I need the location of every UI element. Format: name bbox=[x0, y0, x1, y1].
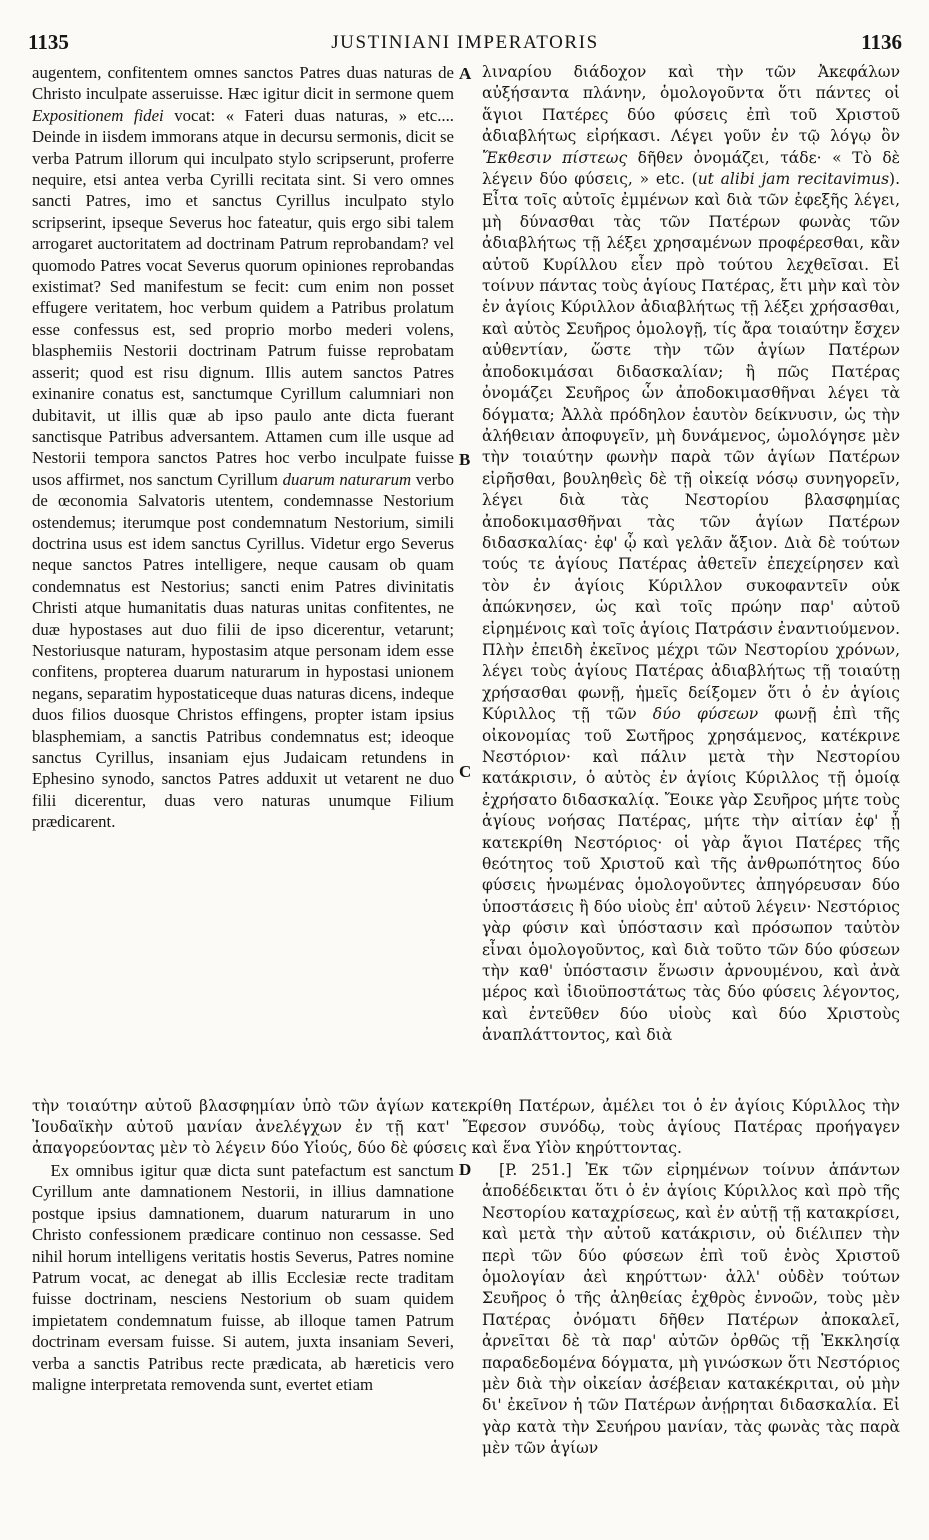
latin-text: verbo de œconomia Salvatoris utentem, condemnasse Nestorium ostendemus; iterumque post condemnatum Nestorium, simili doctrina usus est idem sanctus Cyrillus. Videtur ergo Severus neque sanctos Patres intelligere, neque causam ob quam condemnatus est Nestorius; sancti enim Patres divinitatis Christi atque humanitatis duas naturas unitas confitentes, ne duæ hypostases aut duo filii de ipso dicerentur, vetarunt; Nestoriusque naturam, hypostasim atque personam idem esse confitens, propterea duarum naturarum in hypostasi unionem negans, separatim hypostaticeque duas naturas dicens, indeque duos filios duosque Christos effingens, propter istam ipsius blasphemiam, a sanctis Patribus condemnatus est; ideoque sanctus Cyrillus, insaniam ejus Judaicam retundens in Ephesino synodo, sanctos Patres adduxit ut vetarent ne duo filii dicerentur, duas vero naturas unumque Filium prædicarent. bbox=[32, 469, 454, 832]
latin-text: vocat: « Fateri duas naturas, » etc.... Deinde in iisdem immorans atque in decursu sermonis, dicit se verba Patrum illorum qui inculpato stylo scripserunt, proferre nequire, etsi antea verba Cyrilli recitata sint. Si vero omnes sancti Patres, imo et sanctus Cyrillus inculpato stylo scripserint, ipseque Severus hoc fateatur, quis ergo sibi talem arrogaret auctoritatem ad doctrinam Patrum reprobandam? vel quomodo Patres vocat Severus quorum opiniones reprobandas existimat? Sed manifestum se fecit: cum enim non posset effugere veritatem, hoc verbum quidem a Patribus prolatum esse confessus est, sed proprio morbo mederi volens, blasphemiis Nestorii doctrinam Patrum fuisse reprobatam asserit; quod est risu dignum. Illis autem sanctos Patres exinanire conatus est, sanctumque Cyrillum calumniari non dubitavit, ut illis quæ ab ipso paulo ante dicta fuerant sanctisque Patribus adversantem. Attamen cum ille usque ad Nestorii tempora sanctos Patres hoc verbo inculpate fuisse usos affirmet, nos sanctum Cyrillum bbox=[32, 105, 454, 489]
greek-paragraph bbox=[482, 62, 900, 1047]
greek-italic-title: Ἔκθεσιν πίστεως bbox=[482, 148, 628, 167]
section-marker-c: C bbox=[459, 762, 472, 781]
greek-column-top bbox=[482, 62, 900, 1094]
section-marker-d: D bbox=[459, 1160, 472, 1179]
greek-italic-term: δύο φύσεων bbox=[652, 705, 759, 724]
latin-italic-title: Expositionem fidei bbox=[32, 105, 164, 125]
section-marker-a: A bbox=[459, 64, 472, 83]
latin-text: augentem, confitentem omnes sanctos Patres duas naturas de Christo inculpate asseruisse. Hæc igitur dicit in sermone quem bbox=[32, 63, 454, 104]
greek-text: λιναρίου διάδοχον καὶ τὴν τῶν Ἀκεφάλων αὐξήσαντα πλάνην, ὁμολογοῦντα ὅτι πάντες οἱ ἅγιοι Πατέρες δύο φύσεις ἐπὶ τοῦ Χριστοῦ ἀδιαβλήτως εἰρήκασι. Λέγει γοῦν ἐν τῷ λόγῳ ὃν bbox=[482, 63, 900, 146]
greek-column-bottom bbox=[482, 1160, 900, 1480]
latin-paragraph-bottom: Ex omnibus igitur quæ dicta sunt patefactum est sanctum Cyrillum ante damnationem Nestorii, in illius damnatione postque ipsius damnationem, duarum naturarum in uno Christo confessionem prædicare continuo non cessasse. Sed nihil horum intelligens veritatis hostis Severus, Patres nomine Patrum vocat, ac denegat ab illis Ecclesiæ recte traditam fuisse doctrinam, nesciens Nestorium ob suam quidem impietatem condemnatum fuisse, ab illoque tamen Patrum doctrinam eversam fuisse. Si autem, juxta insaniam Severi, verba a sanctis Patribus recte prædicata, ab hæreticis vero maligne interpretata removenda sunt, evertet etiam bbox=[32, 1161, 454, 1395]
greek-text: δῆθεν ὀνομάζει, τάδε· « Τὸ δὲ λέγειν δύο φύσεις, » etc. ( bbox=[482, 148, 900, 189]
editorial-note: ut alibi jam recitavimus bbox=[697, 170, 890, 189]
latin-column-top bbox=[32, 62, 454, 1094]
page-header bbox=[28, 30, 902, 60]
section-marker-b: B bbox=[459, 450, 471, 469]
latin-paragraph bbox=[32, 62, 454, 833]
page-number-right: 1136 bbox=[861, 30, 902, 54]
greek-text: φωνῇ ἐπὶ τῆς οἰκονομίας τοῦ Σωτῆρος χρησάμενος, κατέκρινε Νεστόριον· καὶ πάλιν μετὰ τὴν Νεστορίου κατάκρισιν, ὁ αὐτὸς ἐν ἁγίοις Κύριλλος τῇ ὁμοίᾳ ἐχρήσατο διδασκαλίᾳ. Ἔοικε γὰρ Σευῆρος μήτε τοὺς ἁγίους νοήσας Πατέρας, μήτε τὴν αἰτίαν ἐφ' ᾗ κατεκρίθη Νεστόριος· οἱ γὰρ ἅγιοι Πατέρες τῆς θεότητος τοῦ Χριστοῦ καὶ τῆς ἀνθρωπότητος δύο φύσεις ἡνωμένας ὁμολογοῦντες ἀπηγόρευσαν δύο ὑποστάσεις ἢ δύο υἱοὺς ἐπ' αὐτοῦ λέγειν· Νεστόριος γὰρ φύσιν καὶ ὑπόστασιν καὶ πρόσωπον ταὐτὸν εἶναι ὁμολογοῦντος, καὶ διὰ τοῦτο τῶν δύο φύσεων τὴν καθ' ὑπόστασιν ἕνωσιν ἀρνουμένου, καὶ ἀνὰ μέρος καὶ ἰδιοϋποστάτως τὰς δύο φύσεις λέγοντος, καὶ ἐντεῦθεν δύο υἱοὺς καὶ δύο Χριστοὺς ἀναπλάττοντος, καὶ διὰ bbox=[482, 705, 900, 1045]
latin-italic-term: duarum naturarum bbox=[282, 469, 412, 489]
latin-column-bottom bbox=[32, 1160, 454, 1480]
running-title: JUSTINIANI IMPERATORIS bbox=[331, 32, 599, 53]
greek-text: ). Εἶτα τοῖς αὐτοῖς ἐμμένων καὶ διὰ τῶν ἐφεξῆς λέγει, μὴ δύνασθαι τὰς τῶν Πατέρων φωνὰς τῶν ἀδιαβλήτως τῇ λέξει χρησαμένων προφέρεσθαι, κἂν αὐτοῦ Κυρίλλου εἶεν πρὸ τούτου λεχθεῖσαι. Εἰ τοίνυν πάντας τοὺς ἁγίους Πατέρας, ἔτι μὴν καὶ τὸν ἐν ἁγίοις Κύριλλον ἀδιαβλήτως τῇ λέξει χρήσασθαι, καὶ αὐτὸς Σευῆρος ὁμολογῇ, τίς ἄρα τοιαύτην ἔσχεν αὐθεντίαν, ὥστε τὴν τῶν ἁγίων Πατέρων ἀποδοκιμάσαι διδασκαλίαν; ἢ πῶς Πατέρας ὀνομάζει Σευῆρος ὧν ἀποδοκιμασθῆναι λέγει τὰ δόγματα; Ἀλλὰ πρόδηλον ἑαυτὸν δείκνυσιν, ὡς τὴν ἀλήθειαν ἀποφυγεῖν, μὴ δυνάμενος, ὡμολόγησε μὲν τὴν τοιαύτην φωνὴν παρὰ τῶν ἁγίων Πατέρων εἰρῆσθαι, βουληθεὶς δὲ τῇ οἰκείᾳ νόσῳ συνηγορεῖν, λέγει διὰ τὰς Νεστορίου βλασφημίας ἀποδοκιμασθῆναι τὰς τῶν ἁγίων Πατέρων διδασκαλίας· ἐφ' ᾧ καὶ γελᾶν ἄξιον. Διὰ δὲ τούτων τούς τε ἁγίους Πατέρας ἀθετεῖν ἐπεχείρησεν καὶ τὸν ἐν ἁγίοις Κύριλλον συκοφαντεῖν οὐκ ἀπώκνησεν, ὡς καὶ τοῖς πρώην παρ' αὐτοῦ εἰρημένοις καὶ τοῖς ἁγίοις Πατράσιν ἐναντιούμενον. Πλὴν ἐπειδὴ ἐκεῖνος μέχρι τῶν Νεστορίου χρόνων, λέγει τοὺς ἁγίους Πατέρας ἀδιαβλήτως τῇ τοιαύτῃ χρήσασθαι φωνῇ, ἡμεῖς δείξομεν ὅτι ὁ ἐν ἁγίοις Κύριλλος τῇ τῶν bbox=[482, 170, 900, 724]
page-number-left: 1135 bbox=[28, 30, 69, 54]
greek-paragraph-bottom: [P. 251.] Ἐκ τῶν εἰρημένων τοίνυν ἁπάντων ἀποδέδεικται ὅτι ὁ ἐν ἁγίοις Κύριλλος καὶ πρὸ τῆς Νεστορίου καταχρίσεως, καὶ ἐν αὐτῇ τῇ κατακρίσει, καὶ μετὰ τὴν αὐτοῦ κατάκρισιν, οὐ διέλιπεν τὴν περὶ τῶν δύο φύσεων ἐπὶ τοῦ ἑνὸς Χριστοῦ ὁμολογίαν ἀεὶ κηρύττων· ἀλλ' οὐδὲν τούτων Σευῆρος ὁ τῆς ἀληθείας ἐχθρὸς ἐννοῶν, τοὺς μὲν Πατέρας ὀνόματι δῆθεν Πατέρων ἀποκαλεῖ, ἀρνεῖται δὲ τὰ παρ' αὐτῶν ὀρθῶς τῇ Ἐκκλησίᾳ παραδεδομένα δόγματα, μὴ γινώσκων ὅτι Νεστόριος μὲν διὰ τὴν οἰκείαν ἀσέβειαν κατακέκριται, οὐ μὴν δι' ἐκεῖνον ἡ τῶν Πατέρων ἀνῄρηται διδασκαλία. Εἰ γὰρ κατὰ τὴν Σευήρου μανίαν, τὰς φωνὰς τὰς παρὰ μὲν τῶν ἁγίων bbox=[482, 1161, 900, 1458]
greek-fullwidth-paragraph: τὴν τοιαύτην αὐτοῦ βλασφημίαν ὑπὸ τῶν ἁγίων κατεκρίθη Πατέρων, ἀμέλει τοι ὁ ἐν ἁγίοις Κύριλλος τὴν Ἰουδαϊκὴν αὐτοῦ μανίαν ἀνελέγχων ἐν τῇ κατ' Ἔφεσον συνόδῳ, τοὺς ἁγίους Πατέρας προήγαγεν ἀπαγορεύοντας μὲν τὸ λέγειν δύο Υἱούς, δύο δὲ φύσεις καὶ ἕνα Υἱὸν κηρύττοντας. bbox=[32, 1097, 900, 1157]
